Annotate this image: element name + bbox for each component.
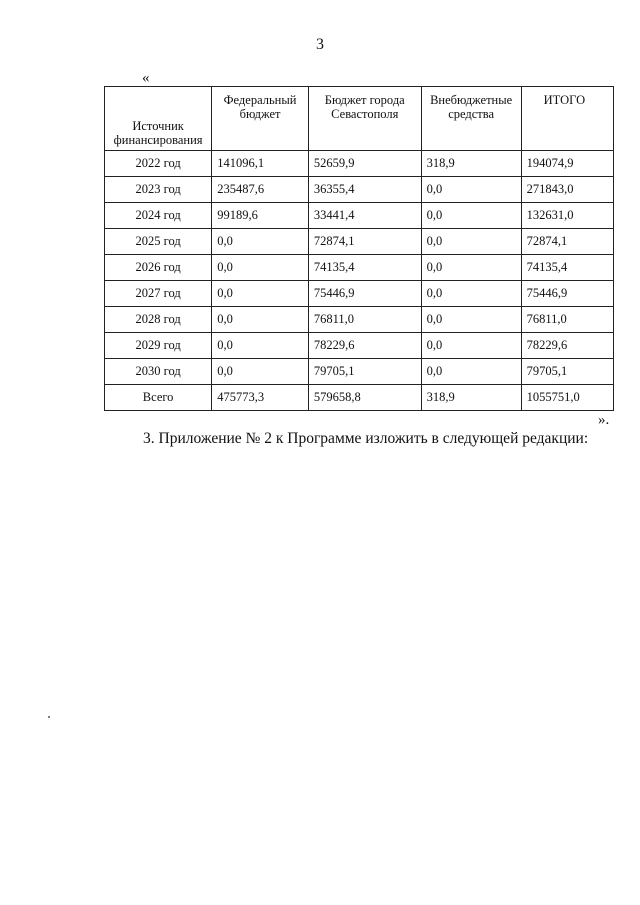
row-label: 2030 год	[105, 359, 212, 385]
extrabudgetary-cell: 0,0	[421, 255, 521, 281]
header-extrabudgetary: Внебюджетные средства	[421, 87, 521, 151]
city-budget-cell: 52659,9	[308, 151, 421, 177]
total-cell: 76811,0	[521, 307, 613, 333]
federal-budget-cell: 0,0	[212, 255, 309, 281]
row-label: 2022 год	[105, 151, 212, 177]
table-total-row	[105, 385, 614, 411]
row-label: 2028 год	[105, 307, 212, 333]
header-financing-source: Источник финансирования	[105, 87, 212, 151]
table-row	[105, 307, 614, 333]
page-number: 3	[316, 36, 324, 53]
city-budget-cell: 75446,9	[308, 281, 421, 307]
federal-budget-cell: 235487,6	[212, 177, 309, 203]
row-label: Всего	[105, 385, 212, 411]
extrabudgetary-cell: 318,9	[421, 151, 521, 177]
total-cell: 78229,6	[521, 333, 613, 359]
opening-quote-mark: «	[142, 70, 150, 86]
federal-budget-cell: 0,0	[212, 229, 309, 255]
federal-budget-cell: 0,0	[212, 359, 309, 385]
table-row	[105, 177, 614, 203]
row-label: 2026 год	[105, 255, 212, 281]
city-budget-cell: 33441,4	[308, 203, 421, 229]
total-cell: 74135,4	[521, 255, 613, 281]
table-row	[105, 203, 614, 229]
extrabudgetary-cell: 0,0	[421, 333, 521, 359]
header-federal-budget: Федеральный бюджет	[212, 87, 309, 151]
extrabudgetary-cell: 0,0	[421, 177, 521, 203]
row-label: 2027 год	[105, 281, 212, 307]
total-cell: 271843,0	[521, 177, 613, 203]
header-city-budget: Бюджет города Севастополя	[308, 87, 421, 151]
table-row	[105, 281, 614, 307]
row-label: 2023 год	[105, 177, 212, 203]
table-header-row	[105, 87, 614, 151]
total-cell: 72874,1	[521, 229, 613, 255]
extrabudgetary-cell: 0,0	[421, 359, 521, 385]
city-budget-cell: 36355,4	[308, 177, 421, 203]
row-label: 2029 год	[105, 333, 212, 359]
body-paragraph: 3. Приложение № 2 к Программе изложить в следующей редакции:	[143, 430, 589, 447]
total-cell: 75446,9	[521, 281, 613, 307]
total-cell: 194074,9	[521, 151, 613, 177]
header-total: ИТОГО	[521, 87, 613, 151]
city-budget-cell: 72874,1	[308, 229, 421, 255]
total-cell: 79705,1	[521, 359, 613, 385]
total-cell: 1055751,0	[521, 385, 613, 411]
table-row	[105, 255, 614, 281]
closing-quote-mark: ».	[598, 412, 610, 428]
city-budget-cell: 78229,6	[308, 333, 421, 359]
federal-budget-cell: 475773,3	[212, 385, 309, 411]
extrabudgetary-cell: 0,0	[421, 307, 521, 333]
federal-budget-cell: 99189,6	[212, 203, 309, 229]
scan-speck	[48, 716, 50, 718]
table-row	[105, 229, 614, 255]
federal-budget-cell: 0,0	[212, 333, 309, 359]
federal-budget-cell: 0,0	[212, 307, 309, 333]
extrabudgetary-cell: 0,0	[421, 203, 521, 229]
extrabudgetary-cell: 318,9	[421, 385, 521, 411]
city-budget-cell: 579658,8	[308, 385, 421, 411]
row-label: 2025 год	[105, 229, 212, 255]
financing-table	[104, 86, 614, 411]
city-budget-cell: 79705,1	[308, 359, 421, 385]
total-cell: 132631,0	[521, 203, 613, 229]
row-label: 2024 год	[105, 203, 212, 229]
federal-budget-cell: 0,0	[212, 281, 309, 307]
table-row	[105, 333, 614, 359]
table-row	[105, 151, 614, 177]
extrabudgetary-cell: 0,0	[421, 281, 521, 307]
table-row	[105, 359, 614, 385]
extrabudgetary-cell: 0,0	[421, 229, 521, 255]
federal-budget-cell: 141096,1	[212, 151, 309, 177]
city-budget-cell: 74135,4	[308, 255, 421, 281]
city-budget-cell: 76811,0	[308, 307, 421, 333]
